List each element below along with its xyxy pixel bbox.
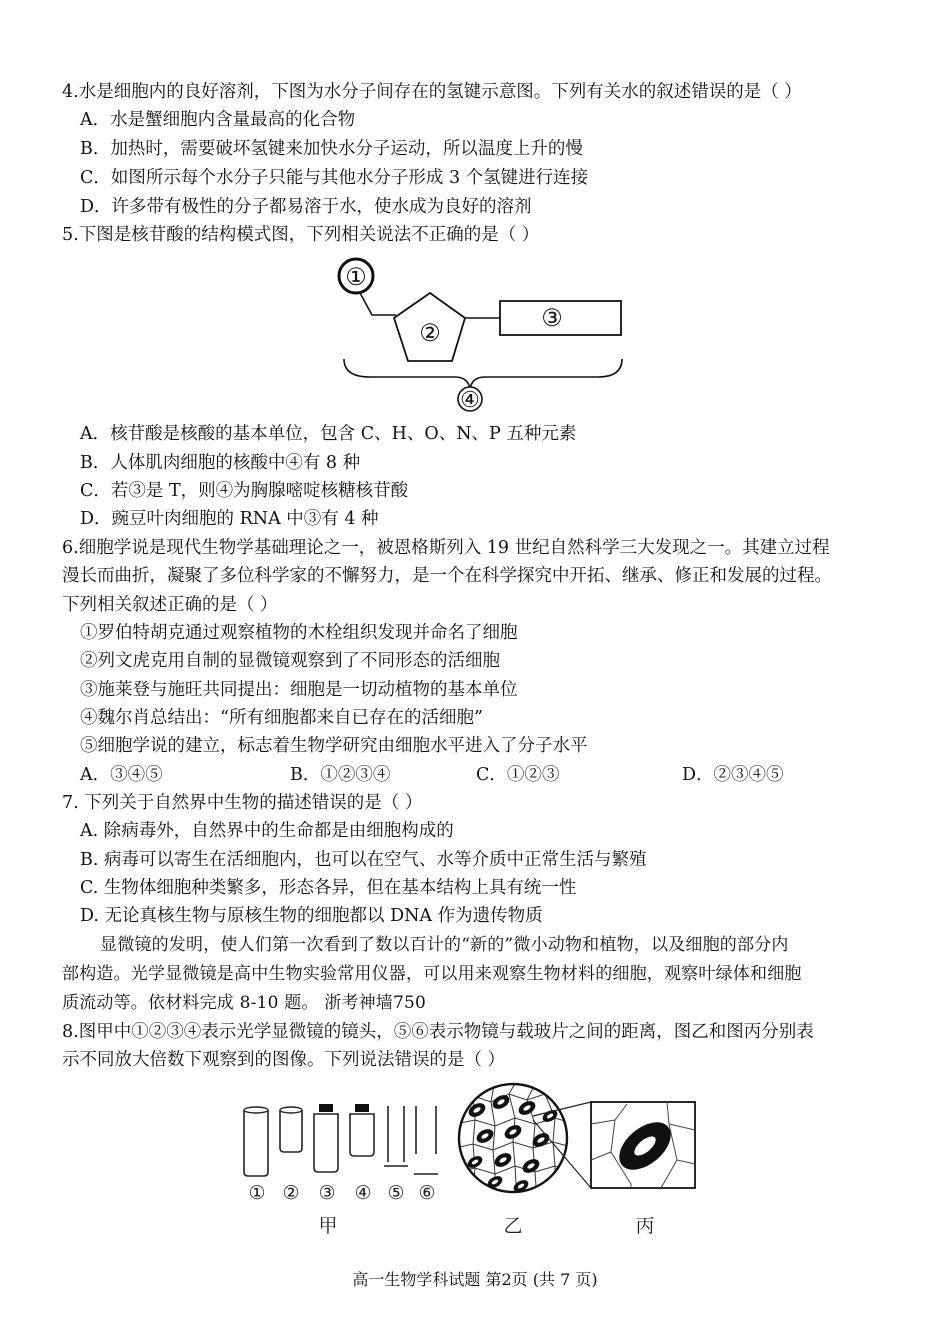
micrograph-figure — [455, 1080, 765, 1240]
base-label: ③ — [541, 304, 563, 332]
q4-option-b: B．加热时，需要破坏氢键来加快水分子运动，所以温度上升的慢 — [80, 139, 583, 159]
page-footer: 高一生物学科试题 第2页 (共 7 页) — [352, 1270, 598, 1289]
q8-stem-line-1: 8.图甲中①②③④表示光学显微镜的镜头，⑤⑥表示物镜与载玻片之间的距离，图乙和图丙分别表 — [62, 1022, 814, 1042]
lens-label-6: ⑥ — [418, 1182, 436, 1204]
lens-figure — [236, 1100, 446, 1240]
lens-label-5: ⑤ — [387, 1182, 405, 1204]
q6-statement-3: ③施莱登与施旺共同提出：细胞是一切动植物的基本单位 — [80, 680, 518, 700]
q7-option-d: D. 无论真核生物与原核生物的细胞都以 DNA 作为遗传物质 — [80, 906, 543, 926]
phosphate-label: ① — [345, 263, 367, 291]
caption-jia: 甲 — [318, 1215, 338, 1237]
q4-option-d: D．许多带有极性的分子都易溶于水，使水成为良好的溶剂 — [80, 197, 532, 217]
q6-statement-5: ⑤细胞学说的建立，标志着生物学研究由细胞水平进入了分子水平 — [80, 736, 588, 756]
q8-stem-line-2: 示不同放大倍数下观察到的图像。下列说法错误的是（ ） — [62, 1050, 506, 1070]
q5-option-a: A．核苷酸是核酸的基本单位，包含 C、H、O、N、P 五种元素 — [80, 424, 577, 444]
q7-option-a: A. 除病毒外，自然界中的生命都是由细胞构成的 — [80, 821, 454, 841]
nucleotide-label: ④ — [460, 388, 480, 413]
q6-option-d: D．②③④⑤ — [682, 765, 784, 785]
material-line-3: 质流动等。依材料完成 8-10 题。 浙考神墙750 — [62, 993, 427, 1013]
q6-stem-line-2: 漫长而曲折，凝聚了多位科学家的不懈努力，是一个在科学探究中开拓、继承、修正和发展的过程。 — [62, 566, 832, 586]
q6-statement-1: ①罗伯特胡克通过观察植物的木栓组织发现并命名了细胞 — [80, 623, 518, 643]
q6-option-c: C．①②③ — [476, 765, 560, 785]
lens-label-4: ④ — [354, 1182, 372, 1204]
q5-option-c: C．若③是 T，则④为胸腺嘧啶核糖核苷酸 — [80, 481, 409, 501]
caption-yi: 乙 — [503, 1215, 523, 1237]
q5-stem: 5.下图是核苷酸的结构模式图，下列相关说法不正确的是（ ） — [62, 225, 540, 245]
q6-option-b: B．①②③④ — [290, 765, 391, 785]
q5-option-d: D．豌豆叶肉细胞的 RNA 中③有 4 种 — [80, 509, 379, 529]
caption-bing: 丙 — [635, 1215, 655, 1237]
material-line-2: 部构造。光学显微镜是高中生物实验常用仪器，可以用来观察生物材料的细胞，观察叶绿体和细胞 — [62, 964, 802, 984]
q4-option-a: A．水是蟹细胞内含量最高的化合物 — [80, 110, 356, 130]
q6-option-a: A．③④⑤ — [80, 765, 163, 785]
q6-statement-2: ②列文虎克用自制的显微镜观察到了不同形态的活细胞 — [80, 651, 500, 671]
lens-label-1: ① — [248, 1182, 266, 1204]
q6-stem-line-1: 6.细胞学说是现代生物学基础理论之一，被恩格斯列入 19 世纪自然科学三大发现之一。其建立过程 — [62, 538, 830, 558]
lens-label-3: ③ — [318, 1182, 336, 1204]
q7-option-b: B. 病毒可以寄生在活细胞内，也可以在空气、水等介质中正常生活与繁殖 — [80, 850, 647, 870]
q6-stem-line-3: 下列相关叙述正确的是（ ） — [62, 595, 278, 615]
q6-statement-4: ④魏尔肖总结出：“所有细胞都来自已存在的活细胞” — [80, 708, 483, 728]
material-line-1: 显微镜的发明，使人们第一次看到了数以百计的“新的”微小动物和植物，以及细胞的部分内 — [100, 935, 789, 955]
q4-stem: 4.水是细胞内的良好溶剂，下图为水分子间存在的氢键示意图。下列有关水的叙述错误的是（ ） — [62, 82, 802, 102]
q5-option-b: B．人体肌肉细胞的核酸中④有 8 种 — [80, 453, 361, 473]
q7-option-c: C. 生物体细胞种类繁多，形态各异，但在基本结构上具有统一性 — [80, 878, 577, 898]
q7-stem: 7. 下列关于自然界中生物的描述错误的是（ ） — [62, 793, 423, 813]
q4-option-c: C．如图所示每个水分子只能与其他水分子形成 3 个氢键进行连接 — [80, 168, 589, 188]
nucleotide-diagram — [330, 255, 630, 420]
lens-label-2: ② — [282, 1182, 300, 1204]
pentose-label: ② — [419, 319, 441, 347]
